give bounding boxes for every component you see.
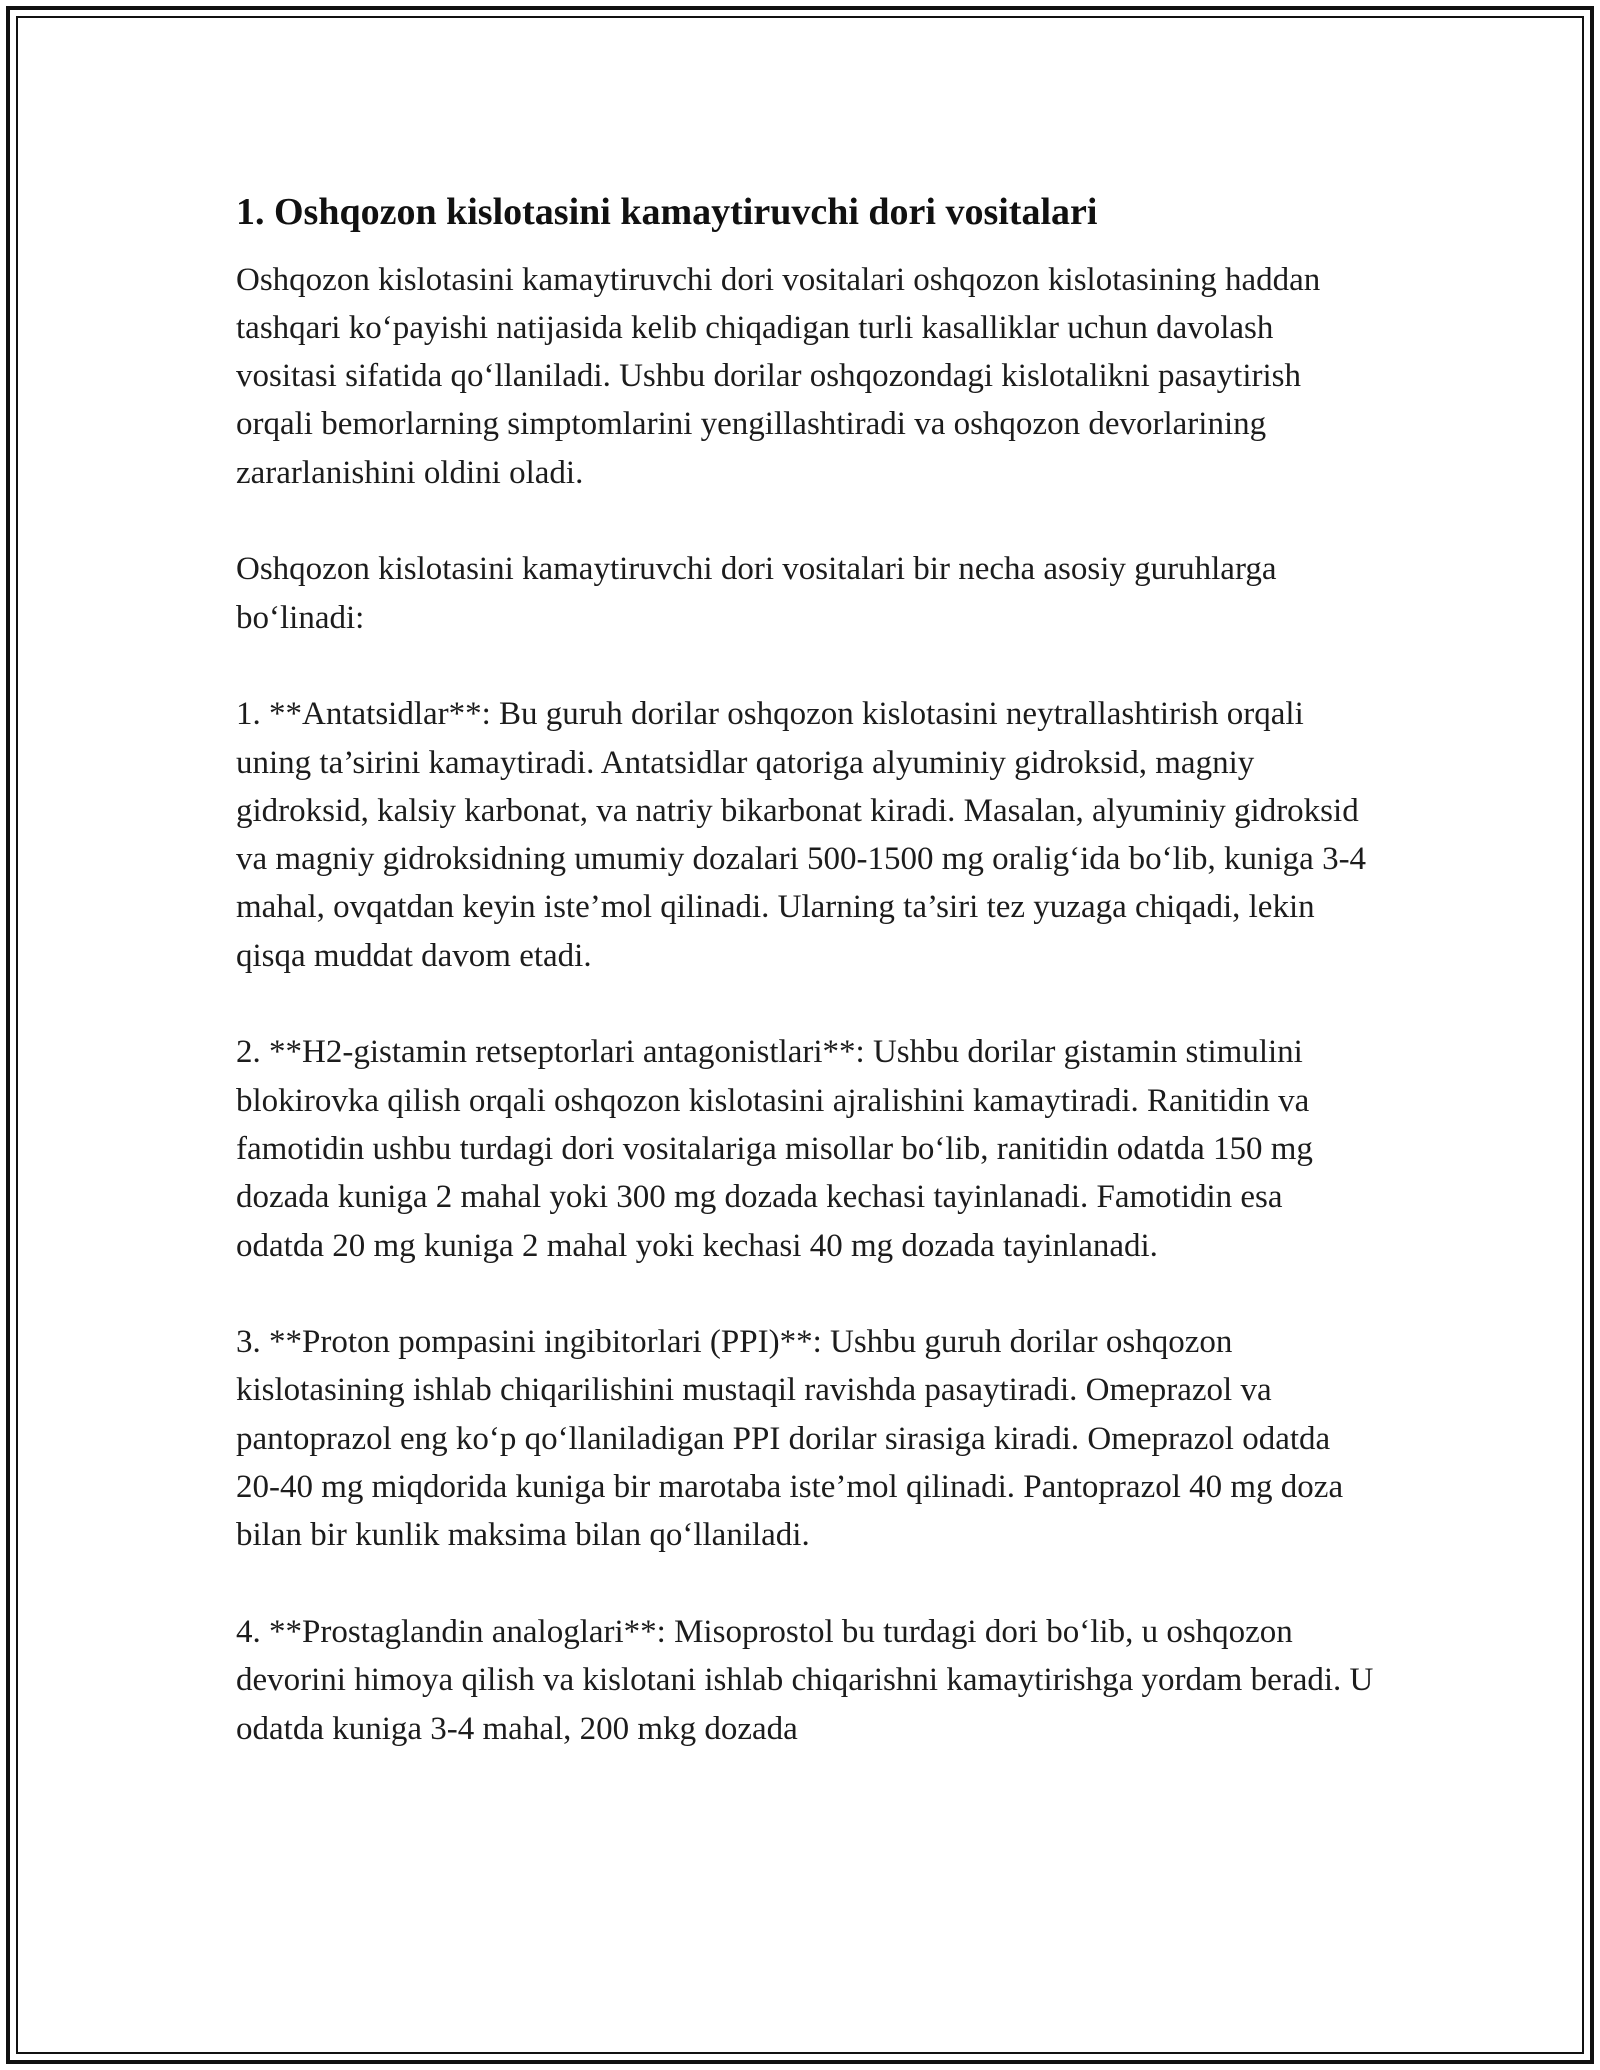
paragraph-intro: Oshqozon kislotasini kamaytiruvchi dori vositalari oshqozon kislotasining haddan tashqari ko‘payishi natijasida kelib chiqadigan turli kasalliklar uchun davolash vositasi sifatida qo‘llaniladi. Ushbu dorilar oshqozondagi kislotalikni pasaytirish orqali bemorlarning simptomlarini yengillashtiradi va oshqozon devorlarining zararlanishini oldini oladi. [236, 261, 1321, 491]
section-heading: 1. Oshqozon kislotasini kamaytiruvchi dori vositalari [236, 191, 1098, 233]
paragraph-prostaglandins: 4. **Prostaglandin analoglari**: Misoprostol bu turdagi dori bo‘lib, u oshqozon devorini himoya qilish va kislotani ishlab chiqarishni kamaytirishga yordam beradi. U odatda kuniga 3-4 mahal, 200 mkg dozada [236, 1613, 1374, 1747]
paragraph-groups-intro: Oshqozon kislotasini kamaytiruvchi dori vositalari bir necha asosiy guruhlarga bo‘linadi: [236, 551, 1277, 636]
paragraph-ppi: 3. **Proton pompasini ingibitorlari (PPI)**: Ushbu guruh dorilar oshqozon kislotasining ishlab chiqarilishini mustaqil ravishda pasaytiradi. Omeprazol va pantoprazol eng ko‘p qo‘llaniladigan PPI dorilar sirasiga kiradi. Omeprazol odatda 20-40 mg miqdorida kuniga bir marotaba iste’mol qilinadi. Pantoprazol 40 mg doza bilan bir kunlik maksima bilan qo‘llaniladi. [236, 1324, 1344, 1554]
paragraph-antacids: 1. **Antatsidlar**: Bu guruh dorilar oshqozon kislotasini neytrallashtirish orqali uning ta’sirini kamaytiradi. Antatsidlar qatoriga alyuminiy gidroksid, magniy gidroksid, kalsiy karbonat, va natriy bikarbonat kiradi. Masalan, alyuminiy gidroksid va magniy gidroksidning umumiy dozalari 500-1500 mg oralig‘ida bo‘lib, kuniga 3-4 mahal, ovqatdan keyin iste’mol qilinadi. Ularning ta’siri tez yuzaga chiqadi, lekin qisqa muddat davom etadi. [236, 696, 1367, 974]
paragraph-h2-antagonists: 2. **H2-gistamin retseptorlari antagonistlari**: Ushbu dorilar gistamin stimulini blokirovka qilish orqali oshqozon kislotasini ajralishini kamaytiradi. Ranitidin va famotidin ushbu turdagi dori vositalariga misollar bo‘lib, ranitidin odatda 150 mg dozada kuniga 2 mahal yoki 300 mg dozada kechasi tayinlanadi. Famotidin esa odatda 20 mg kuniga 2 mahal yoki kechasi 40 mg dozada tayinlanadi. [236, 1034, 1313, 1264]
document-body [236, 180, 1376, 1801]
